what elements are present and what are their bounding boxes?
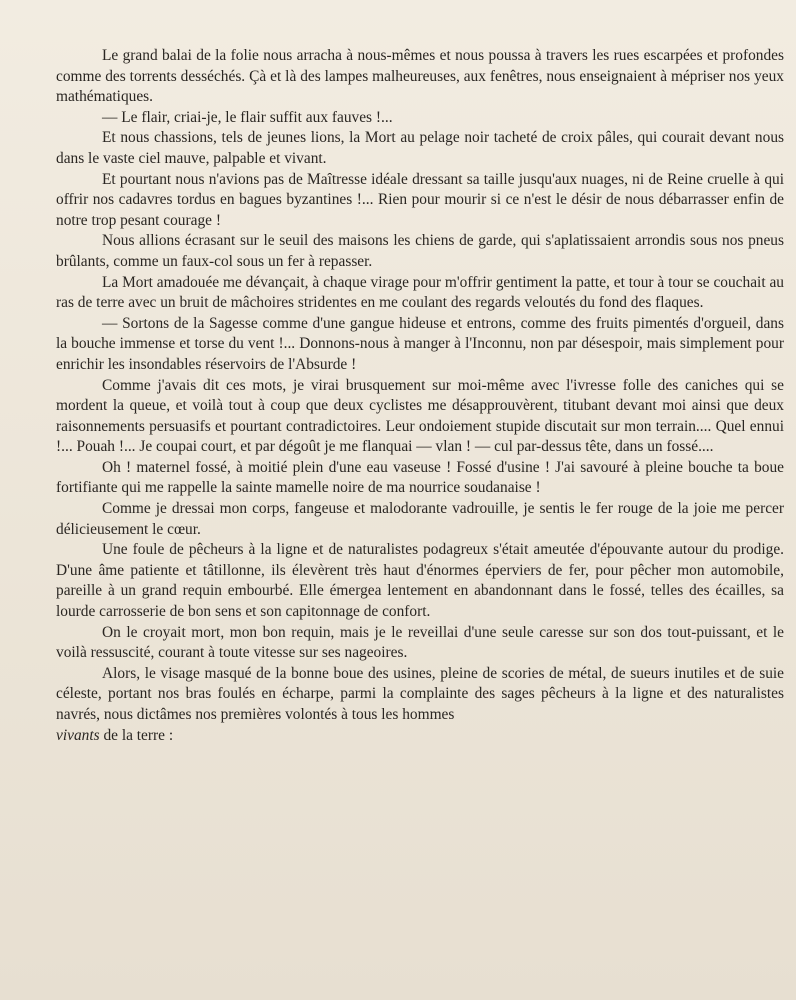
paragraph-4: Et pourtant nous n'avions pas de Maîtresse idéale dressant sa taille jusqu'aux nuages, ni de Reine cruelle à qui offrir nos cadavres tordus en bagues byzantines !... Rien pour mourir si ce n'est le désir de nous débarrasser enfin de notre trop pesant courage ! <box>56 170 784 229</box>
paragraph-8: Comme j'avais dit ces mots, je virai brusquement sur moi-même avec l'ivresse folle des caniches qui se mordent la queue, et voilà tout à coup que deux cyclistes me désapprouvèrent, titubant devant moi ainsi que deux raisonnements persuasifs et pourtant contradictoires. Leur ondoiement stupide discutait sur mon terrain.... Quel ennui !... Pouah !... Je coupai court, et par dégoût je me flanquai — vlan ! — cul par-dessus tête, dans un fossé.... <box>56 376 784 456</box>
paragraph-1: Le grand balai de la folie nous arracha à nous-mêmes et nous poussa à travers les rues escarpées et profondes comme des torrents desséchés. Çà et là des lampes malheureuses, aux fenêtres, nous enseignaient à mépriser nos yeux mathématiques. <box>56 47 784 106</box>
paragraph-12: On le croyait mort, mon bon requin, mais je le reveillai d'une seule caresse sur son dos tout-puissant, et le voilà ressuscité, courant à toute vitesse sur ses nageoires. <box>56 623 784 662</box>
paragraph-3: Et nous chassions, tels de jeunes lions, la Mort au pelage noir tacheté de croix pâles, qui courait devant nous dans le vaste ciel mauve, palpable et vivant. <box>56 129 784 167</box>
paragraph-10: Comme je dressai mon corps, fangeuse et malodorante vadrouille, je sentis le fer rouge de la joie me percer délicieusement le cœur. <box>56 500 784 538</box>
paragraph-9: Oh ! maternel fossé, à moitié plein d'une eau vaseuse ! Fossé d'usine ! J'ai savouré à pleine bouche ta boue fortifiante qui me rappelle la sainte mamelle noire de ma nourrice soudanaise ! <box>56 458 784 497</box>
paragraph-2: — Le flair, criai-je, le flair suffit aux fauves !... <box>102 108 393 126</box>
italic-word: vivants <box>56 726 100 744</box>
paragraph-5: Nous allions écrasant sur le seuil des maisons les chiens de garde, qui s'aplatissaient arrondis sous nos pneus brûlants, comme un faux-col sous un fer à repasser. <box>56 232 784 270</box>
paragraph-13: Alors, le visage masqué de la bonne boue des usines, pleine de scories de métal, de sueurs inutiles et de suie céleste, portant nos bras foulés en écharpe, parmi la complainte des sages pêcheurs à la ligne et des naturalistes navrés, nous dictâmes nos premières volontés à tous les hommes <box>56 664 784 723</box>
paragraph-6: La Mort amadouée me dévançait, à chaque virage pour m'offrir gentiment la patte, et tour à tour se couchait au ras de terre avec un bruit de mâchoires stridentes en me coulant des regards veloutés du fond des flaques. <box>56 273 784 312</box>
closing-line-rest: de la terre : <box>99 726 174 744</box>
closing-line <box>56 726 784 747</box>
document-body <box>56 46 784 746</box>
paragraph-7: — Sortons de la Sagesse comme d'une gangue hideuse et entrons, comme des fruits pimentés d'orgueil, dans la bouche immense et torse du vent !... Donnons-nous à manger à l'Inconnu, non par désespoir, mais simplement pour enrichir les insondables réservoirs de l'Absurde ! <box>56 314 784 373</box>
paragraph-11: Une foule de pêcheurs à la ligne et de naturalistes podagreux s'était ameutée d'épouvante autour du prodige. D'une âme patiente et tâtillonne, ils élevèrent très haut d'énormes éperviers de fer, pour pêcher mon automobile, pareille à un grand requin embourbé. Elle émergea lentement en abandonnant dans le fossé, telles des écailles, sa lourde carrosserie de bon sens et son capitonnage de confort. <box>56 541 784 621</box>
